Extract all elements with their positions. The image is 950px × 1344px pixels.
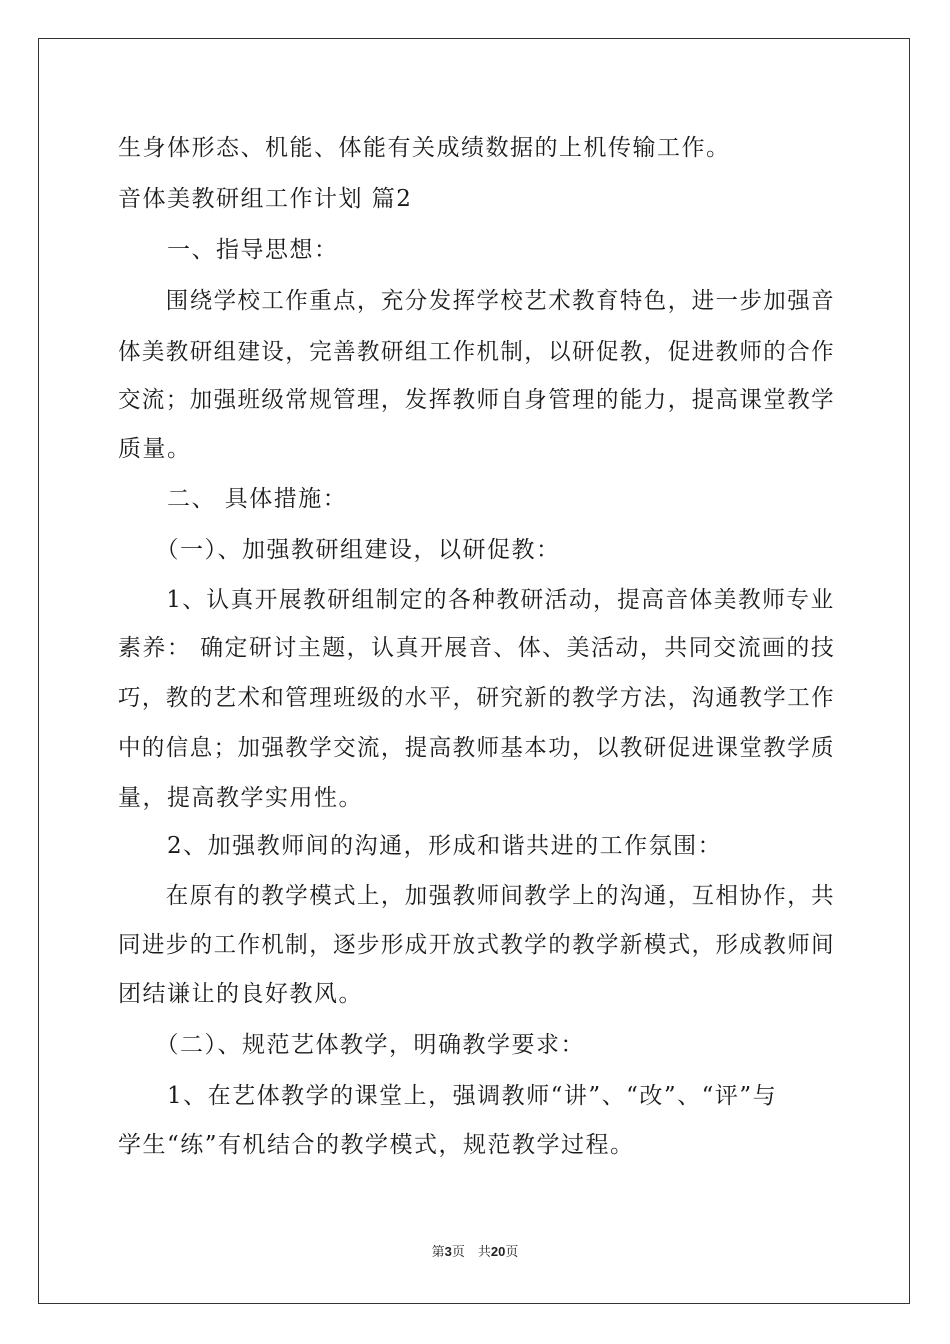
text-line: 团结谦让的良好教风。 <box>118 981 363 1007</box>
text-line: 交流；加强班级常规管理，发挥教师自身管理的能力，提高课堂教学 <box>118 387 835 413</box>
text-line: 二、 具体措施： <box>118 486 348 512</box>
page-border <box>38 38 910 1304</box>
text-line: 中的信息；加强教学交流，提高教师基本功，以教研促进课堂教学质 <box>118 735 835 761</box>
footer-middle: 页 共 <box>451 1245 491 1260</box>
footer-prefix: 第 <box>431 1245 445 1260</box>
text-line: 1、认真开展教研组制定的各种教研活动，提高音体美教师专业 <box>118 587 835 613</box>
text-line: 同进步的工作机制，逐步形成开放式教学的教学新模式，形成教师间 <box>118 932 835 958</box>
text-line: 量，提高教学实用性。 <box>118 785 363 811</box>
page-footer <box>0 1243 950 1262</box>
text-line: 围绕学校工作重点，充分发挥学校艺术教育特色，进一步加强音 <box>118 288 835 314</box>
text-line: 质量。 <box>118 436 192 462</box>
text-line: （二）、规范艺体教学，明确教学要求： <box>118 1032 585 1058</box>
current-page-number: 3 <box>444 1244 452 1259</box>
footer-suffix: 页 <box>505 1245 519 1260</box>
section-heading: 音体美教研组工作计划 篇2 <box>118 186 413 212</box>
text-line: 在原有的教学模式上，加强教师间教学上的沟通，互相协作，共 <box>118 883 835 909</box>
total-page-count: 20 <box>490 1244 506 1259</box>
text-line: 1、在艺体教学的课堂上，强调教师“讲”、“改”、“评”与 <box>118 1083 778 1109</box>
text-line: 体美教研组建设，完善教研组工作机制，以研促教，促进教师的合作 <box>118 339 835 365</box>
text-line: 素养： 确定研讨主题，认真开展音、体、美活动，共同交流画的技 <box>118 635 836 661</box>
text-line: 生身体形态、机能、体能有关成绩数据的上机传输工作。 <box>118 135 731 161</box>
text-line: （一）、加强教研组建设，以研促教： <box>118 537 561 563</box>
text-line: 一、指导思想： <box>118 237 339 263</box>
text-line: 2、加强教师间的沟通，形成和谐共进的工作氛围： <box>118 833 723 859</box>
text-line: 巧，教的艺术和管理班级的水平，研究新的教学方法，沟通教学工作 <box>118 685 835 711</box>
text-line: 学生“练”有机结合的教学模式，规范教学过程。 <box>118 1132 635 1158</box>
